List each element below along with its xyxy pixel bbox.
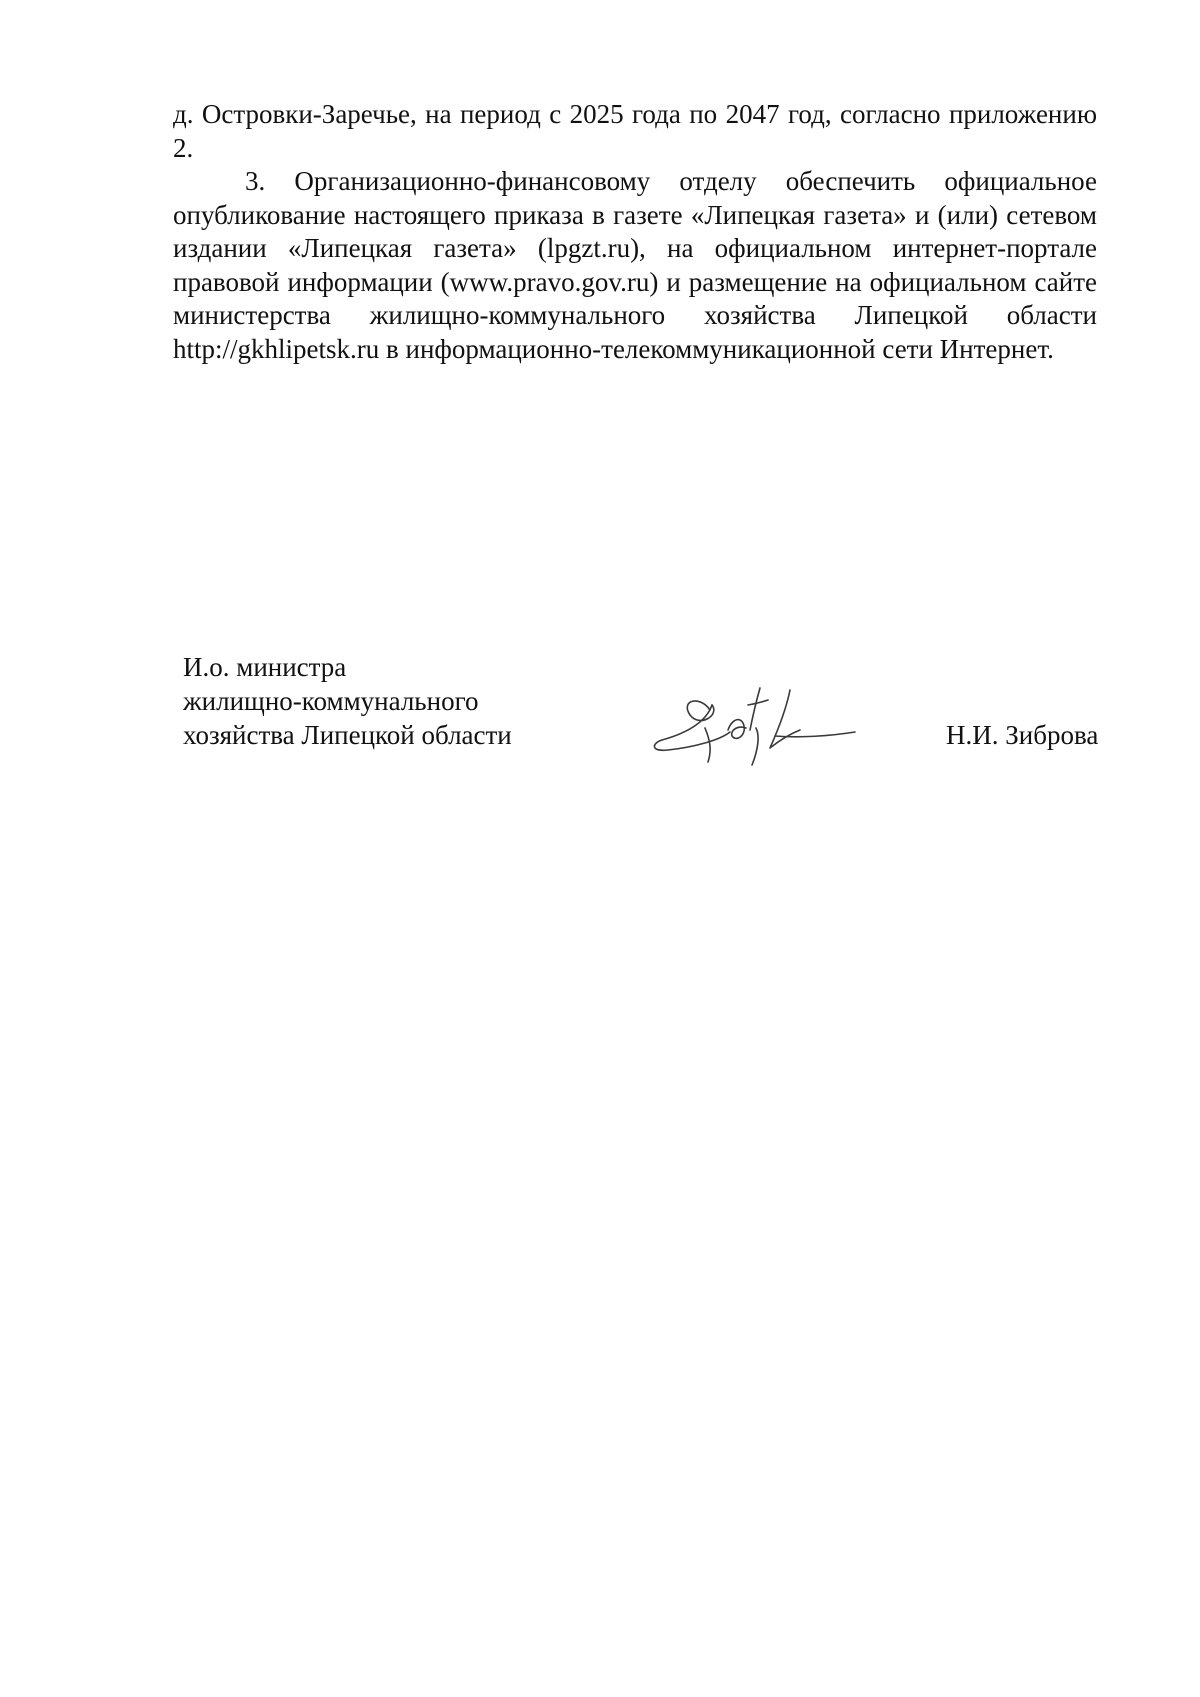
handwritten-signature-icon bbox=[650, 670, 870, 790]
paragraph-continuation: д. Островки-Заречье, на период с 2025 года по 2047 год, согласно приложению 2. bbox=[173, 99, 1097, 163]
position-line-2: жилищно-коммунального bbox=[183, 686, 479, 716]
document-body bbox=[173, 98, 1097, 366]
position-line-3: хозяйства Липецкой области bbox=[183, 720, 512, 750]
position-line-1: И.о. министра bbox=[183, 652, 347, 682]
signatory-position bbox=[183, 650, 512, 752]
paragraph-item-3: 3. Организационно-финансовому отделу обеспечить официальное опубликование настоящего приказа в газете «Липецкая газета» и (или) сетевом издании «Липецкая газета» (lpgzt.ru), на официальном интернет-портале правовой информации (www.pravo.gov.ru) и размещение на официальном сайте министерства жилищно-коммунального хозяйства Липецкой области http://gkhlipetsk.ru в информационно-телекоммуникационной сети Интернет. bbox=[173, 166, 1097, 364]
signer-name: Н.И. Зиброва bbox=[946, 720, 1099, 750]
